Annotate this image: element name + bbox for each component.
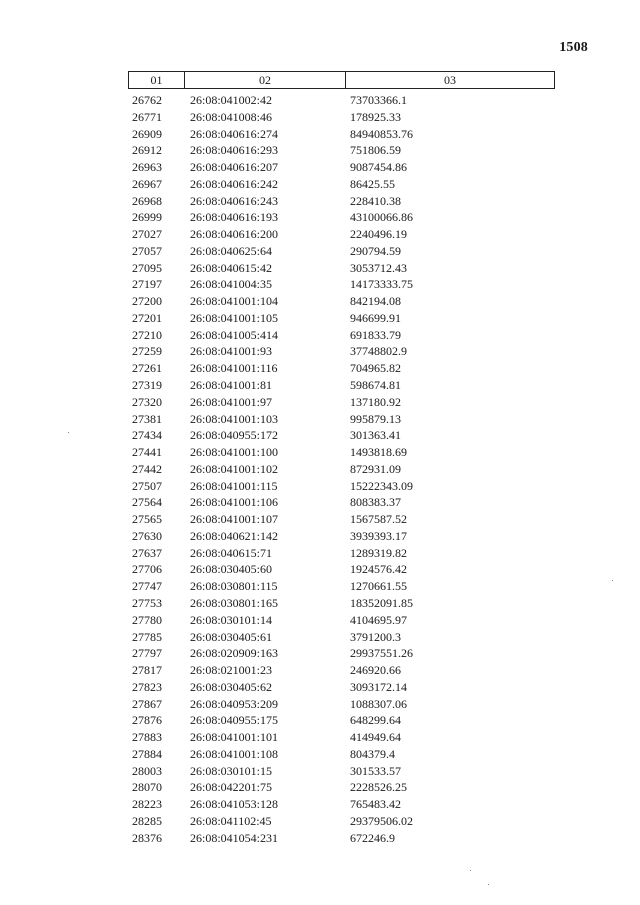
- scan-speck: [612, 580, 613, 581]
- table-row: [128, 260, 555, 277]
- cell-id: 27201: [132, 310, 162, 325]
- table-row: [128, 360, 555, 377]
- cell-cadastral-number: 26:08:030801:165: [190, 595, 279, 610]
- cell-cadastral-number: 26:08:041001:100: [190, 445, 279, 460]
- header-col-02: 02: [185, 72, 346, 88]
- cell-cadastral-number: 26:08:041004:35: [190, 277, 273, 292]
- cell-value: 946699.91: [350, 310, 401, 325]
- cell-id: 26963: [132, 160, 162, 175]
- table-row: [128, 327, 555, 344]
- cell-value: 301533.57: [350, 763, 401, 778]
- cell-cadastral-number: 26:08:041005:414: [190, 327, 279, 342]
- cell-id: 27095: [132, 260, 162, 275]
- cell-value: 1289319.82: [350, 545, 407, 560]
- page-number: 1508: [559, 40, 588, 55]
- cell-id: 26762: [132, 93, 162, 107]
- cell-value: 3939393.17: [350, 528, 407, 543]
- cell-cadastral-number: 26:08:040616:193: [190, 210, 279, 225]
- table-row: [128, 696, 555, 713]
- cell-id: 27507: [132, 478, 162, 493]
- cell-cadastral-number: 26:08:030801:115: [190, 579, 278, 594]
- cell-id: 27565: [132, 512, 162, 527]
- cell-value: 808383.37: [350, 495, 401, 510]
- cell-cadastral-number: 26:08:030101:15: [190, 763, 273, 778]
- cell-id: 27197: [132, 277, 162, 292]
- cell-value: 178925.33: [350, 109, 401, 124]
- table-row: [128, 561, 555, 578]
- cell-value: 648299.64: [350, 713, 401, 728]
- cell-cadastral-number: 26:08:041001:103: [190, 411, 279, 426]
- cell-value: 246920.66: [350, 663, 401, 678]
- cell-id: 27057: [132, 243, 162, 258]
- cell-value: 137180.92: [350, 394, 401, 409]
- table-row: [128, 310, 555, 327]
- cell-value: 598674.81: [350, 378, 401, 393]
- cell-value: 691833.79: [350, 327, 401, 342]
- cell-cadastral-number: 26:08:041001:97: [190, 394, 273, 409]
- table-row: [128, 159, 555, 176]
- cell-cadastral-number: 26:08:040616:293: [190, 143, 279, 158]
- cell-value: 3053712.43: [350, 260, 407, 275]
- cell-value: 872931.09: [350, 461, 401, 476]
- cell-id: 27381: [132, 411, 162, 426]
- cell-cadastral-number: 26:08:040616:207: [190, 160, 279, 175]
- table-row: [128, 813, 555, 830]
- cell-value: 37748802.9: [350, 344, 407, 359]
- table-row: [128, 545, 555, 562]
- cell-id: 27706: [132, 562, 162, 577]
- cell-value: 14173333.75: [350, 277, 413, 292]
- cell-cadastral-number: 26:08:030101:14: [190, 612, 273, 627]
- cell-value: 2240496.19: [350, 227, 407, 242]
- cell-cadastral-number: 26:08:040616:243: [190, 193, 279, 208]
- cell-id: 27780: [132, 612, 162, 627]
- table-row: [128, 193, 555, 210]
- cell-cadastral-number: 26:08:030405:60: [190, 562, 273, 577]
- cell-id: 27442: [132, 461, 162, 476]
- cell-id: 27817: [132, 663, 162, 678]
- cell-value: 704965.82: [350, 361, 401, 376]
- cell-id: 27027: [132, 227, 162, 242]
- cell-id: 27823: [132, 679, 162, 694]
- cell-id: 27259: [132, 344, 162, 359]
- cell-id: 27797: [132, 646, 162, 661]
- cell-id: 27637: [132, 545, 162, 560]
- table-row: [128, 377, 555, 394]
- table-row: [128, 511, 555, 528]
- cell-id: 26909: [132, 126, 162, 141]
- table-row: [128, 444, 555, 461]
- header-col-01: 01: [129, 72, 185, 88]
- cell-id: 28070: [132, 780, 162, 795]
- cell-cadastral-number: 26:08:041008:46: [190, 109, 273, 124]
- cell-value: 29937551.26: [350, 646, 413, 661]
- cell-cadastral-number: 26:08:040955:172: [190, 428, 279, 443]
- cell-cadastral-number: 26:08:041001:105: [190, 310, 279, 325]
- cell-cadastral-number: 26:08:040616:200: [190, 227, 279, 242]
- table-row: [128, 411, 555, 428]
- cell-value: 995879.13: [350, 411, 401, 426]
- cell-cadastral-number: 26:08:040616:242: [190, 176, 279, 191]
- cell-id: 28223: [132, 797, 162, 812]
- cell-cadastral-number: 26:08:020909:163: [190, 646, 279, 661]
- table-header: [128, 71, 555, 89]
- table-row: [128, 729, 555, 746]
- cell-cadastral-number: 26:08:041001:81: [190, 378, 273, 393]
- cell-id: 28003: [132, 763, 162, 778]
- cell-cadastral-number: 26:08:030405:61: [190, 629, 273, 644]
- cell-value: 73703366.1: [350, 93, 407, 107]
- cell-cadastral-number: 26:08:041102:45: [190, 813, 272, 828]
- cell-value: 29379506.02: [350, 813, 413, 828]
- cell-cadastral-number: 26:08:041001:108: [190, 746, 279, 761]
- table-row: [128, 645, 555, 662]
- cell-id: 27210: [132, 327, 162, 342]
- table-row: [128, 478, 555, 495]
- cell-cadastral-number: 26:08:041001:106: [190, 495, 279, 510]
- cell-id: 26967: [132, 176, 162, 191]
- cell-value: 751806.59: [350, 143, 401, 158]
- cell-cadastral-number: 26:08:040625:64: [190, 243, 273, 258]
- table-row: [128, 243, 555, 260]
- cell-value: 86425.55: [350, 176, 395, 191]
- table-row: [128, 142, 555, 159]
- cell-id: 27261: [132, 361, 162, 376]
- table-row: [128, 830, 555, 847]
- cell-value: 765483.42: [350, 797, 401, 812]
- table-body: [128, 92, 555, 846]
- scan-speck: [488, 884, 489, 885]
- cell-value: 1270661.55: [350, 579, 407, 594]
- table-row: [128, 612, 555, 629]
- table-row: [128, 712, 555, 729]
- cell-cadastral-number: 26:08:041001:93: [190, 344, 273, 359]
- cell-id: 27630: [132, 528, 162, 543]
- table-row: [128, 92, 555, 109]
- cell-value: 84940853.76: [350, 126, 413, 141]
- cell-id: 27867: [132, 696, 162, 711]
- cell-cadastral-number: 26:08:041002:42: [190, 93, 273, 107]
- cell-cadastral-number: 26:08:040955:175: [190, 713, 279, 728]
- table-row: [128, 796, 555, 813]
- cell-value: 1493818.69: [350, 445, 407, 460]
- cell-cadastral-number: 26:08:040615:42: [190, 260, 273, 275]
- table-row: [128, 578, 555, 595]
- table-row: [128, 779, 555, 796]
- cell-cadastral-number: 26:08:040621:142: [190, 528, 279, 543]
- table-row: [128, 226, 555, 243]
- cell-id: 27564: [132, 495, 162, 510]
- cell-value: 9087454.86: [350, 160, 407, 175]
- data-table: [128, 71, 555, 846]
- cell-cadastral-number: 26:08:041054:231: [190, 830, 279, 845]
- cell-cadastral-number: 26:08:041001:115: [190, 478, 278, 493]
- cell-id: 26912: [132, 143, 162, 158]
- cell-value: 43100066.86: [350, 210, 413, 225]
- cell-value: 1567587.52: [350, 512, 407, 527]
- table-row: [128, 276, 555, 293]
- table-row: [128, 461, 555, 478]
- table-row: [128, 126, 555, 143]
- cell-value: 4104695.97: [350, 612, 407, 627]
- cell-value: 1924576.42: [350, 562, 407, 577]
- table-row: [128, 746, 555, 763]
- cell-cadastral-number: 26:08:021001:23: [190, 663, 273, 678]
- cell-value: 15222343.09: [350, 478, 413, 493]
- table-row: [128, 343, 555, 360]
- cell-cadastral-number: 26:08:041001:102: [190, 461, 279, 476]
- scan-speck: [68, 432, 69, 433]
- cell-cadastral-number: 26:08:041001:104: [190, 294, 279, 309]
- cell-value: 2228526.25: [350, 780, 407, 795]
- table-row: [128, 394, 555, 411]
- cell-cadastral-number: 26:08:040616:274: [190, 126, 279, 141]
- table-row: [128, 427, 555, 444]
- table-row: [128, 595, 555, 612]
- cell-id: 27883: [132, 730, 162, 745]
- cell-id: 27876: [132, 713, 162, 728]
- table-row: [128, 629, 555, 646]
- cell-id: 27785: [132, 629, 162, 644]
- cell-id: 27320: [132, 394, 162, 409]
- cell-id: 27441: [132, 445, 162, 460]
- cell-cadastral-number: 26:08:041053:128: [190, 797, 279, 812]
- cell-id: 28376: [132, 830, 162, 845]
- table-row: [128, 176, 555, 193]
- cell-value: 842194.08: [350, 294, 401, 309]
- cell-cadastral-number: 26:08:030405:62: [190, 679, 273, 694]
- cell-value: 672246.9: [350, 830, 395, 845]
- header-col-03: 03: [444, 73, 456, 87]
- cell-value: 804379.4: [350, 746, 395, 761]
- table-row: [128, 109, 555, 126]
- table-row: [128, 763, 555, 780]
- cell-id: 26999: [132, 210, 162, 225]
- cell-value: 228410.38: [350, 193, 401, 208]
- cell-value: 3791200.3: [350, 629, 401, 644]
- cell-value: 3093172.14: [350, 679, 407, 694]
- cell-id: 27884: [132, 746, 162, 761]
- cell-value: 301363.41: [350, 428, 401, 443]
- cell-cadastral-number: 26:08:041001:116: [190, 361, 278, 376]
- cell-value: 1088307.06: [350, 696, 407, 711]
- cell-value: 18352091.85: [350, 595, 413, 610]
- cell-id: 27434: [132, 428, 162, 443]
- scan-speck: [470, 870, 471, 871]
- table-row: [128, 209, 555, 226]
- cell-id: 27200: [132, 294, 162, 309]
- table-row: [128, 679, 555, 696]
- table-row: [128, 494, 555, 511]
- cell-id: 28285: [132, 813, 162, 828]
- cell-id: 26771: [132, 109, 162, 124]
- cell-cadastral-number: 26:08:040615:71: [190, 545, 273, 560]
- table-row: [128, 528, 555, 545]
- cell-id: 27753: [132, 595, 162, 610]
- cell-value: 414949.64: [350, 730, 401, 745]
- table-row: [128, 662, 555, 679]
- cell-cadastral-number: 26:08:042201:75: [190, 780, 273, 795]
- cell-id: 26968: [132, 193, 162, 208]
- cell-cadastral-number: 26:08:040953:209: [190, 696, 279, 711]
- cell-id: 27319: [132, 378, 162, 393]
- cell-cadastral-number: 26:08:041001:101: [190, 730, 279, 745]
- cell-cadastral-number: 26:08:041001:107: [190, 512, 279, 527]
- cell-value: 290794.59: [350, 243, 401, 258]
- cell-id: 27747: [132, 579, 162, 594]
- table-row: [128, 293, 555, 310]
